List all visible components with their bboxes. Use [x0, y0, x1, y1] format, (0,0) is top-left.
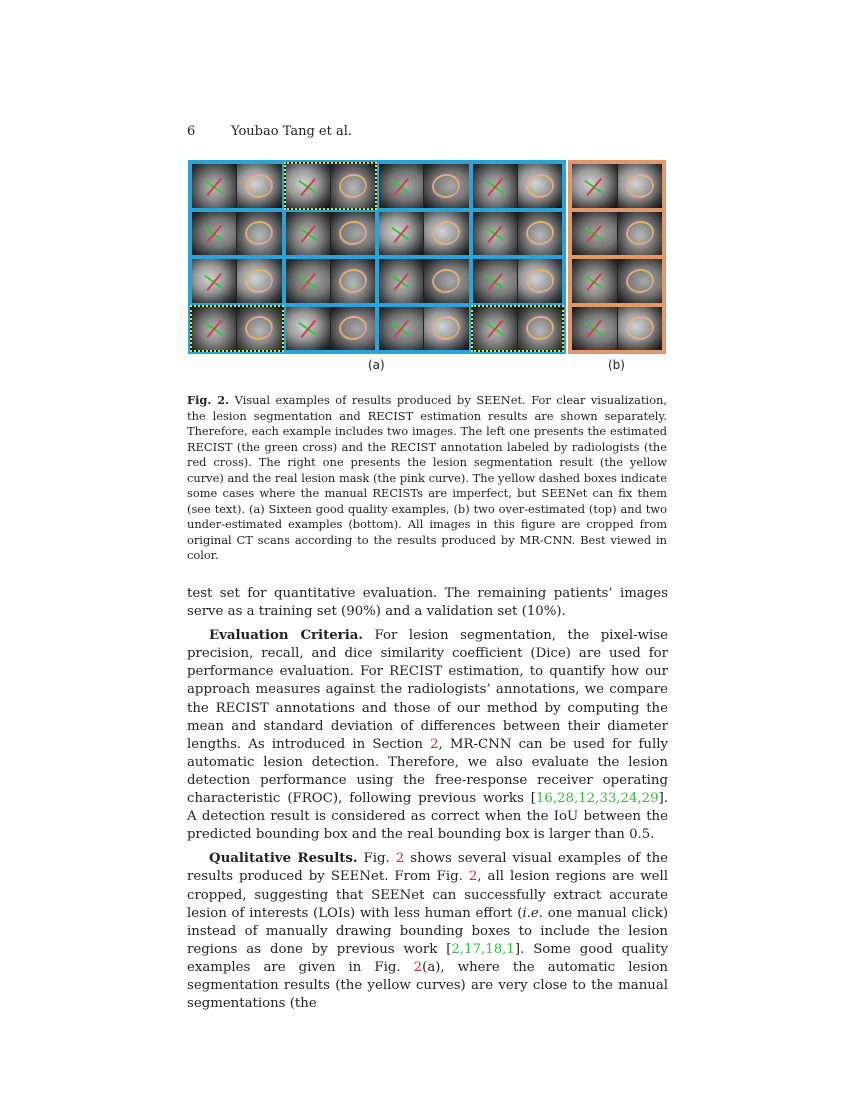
ct-segmentation-image [518, 164, 562, 208]
ct-segmentation-image [424, 212, 468, 256]
example-a-7 [377, 210, 471, 258]
example-b-3 [570, 257, 664, 305]
ct-recist-image [286, 307, 331, 351]
running-head [187, 124, 352, 139]
ct-recist-image [192, 259, 237, 303]
figure-link[interactable]: 2 [468, 869, 478, 885]
ct-segmentation-image [424, 307, 468, 351]
page-number: 6 [187, 124, 196, 139]
citation-links[interactable]: 2,17,18,1 [451, 941, 515, 957]
example-a-10 [284, 257, 378, 305]
example-a-3 [377, 162, 471, 210]
ct-segmentation-image [518, 307, 562, 351]
example-a-13 [190, 305, 284, 353]
ct-recist-image [379, 259, 424, 303]
ct-segmentation-image [618, 259, 663, 303]
ct-recist-image [473, 259, 518, 303]
panel-b-grid [568, 160, 666, 354]
section-link[interactable]: 2 [430, 736, 439, 752]
ct-recist-image [286, 164, 331, 208]
example-a-1 [190, 162, 284, 210]
example-a-14 [284, 305, 378, 353]
ct-recist-image [572, 212, 618, 256]
ct-recist-image [473, 164, 518, 208]
body-text [187, 585, 668, 1013]
caption-text: Visual examples of results produced by SEENet. For clear visualization, the lesion segmentation and RECIST estimation results are shown separately. Therefore, each example includes two images. The left one presents the estimated RECIST (the green cross) and the RECIST annotation labeled by radiologists (the red cross). The right one presents the lesion segmentation result (the yellow curve) and the real lesion mask (the pink curve). The yellow dashed boxes indicate some cases where the manual RECISTs are imperfect, but SEENet can fix them (see text). (a) Sixteen good quality examples, (b) two over-estimated (top) and two under-estimated examples (bottom). All images in this figure are cropped from original CT scans according to the results produced by MR-CNN. Best viewed in color. [187, 393, 668, 562]
ct-segmentation-image [237, 259, 281, 303]
ct-recist-image [192, 307, 237, 351]
ct-recist-image [192, 212, 237, 256]
ct-segmentation-image [331, 164, 375, 208]
ct-segmentation-image [331, 259, 375, 303]
example-a-9 [190, 257, 284, 305]
ct-recist-image [572, 259, 618, 303]
section-heading: Evaluation Criteria. [209, 628, 363, 644]
example-a-16 [471, 305, 565, 353]
ct-recist-image [379, 212, 424, 256]
ct-recist-image [286, 259, 331, 303]
paragraph-evaluation-criteria: Evaluation Criteria. For lesion segmentation, the pixel-wise precision, recall, and dice similarity coefficient (Dice) are used for performance evaluation. For RECIST estimation, to quantify how our approach measures against the radiologists’ annotations, we compare the RECIST annotations and those of our method by computing the mean and standard deviation of differences between their diameter lengths. As introduced in Section 2, MR-CNN can be used for fully automatic lesion detection. Therefore, we also evaluate the lesion detection performance using the free-response receiver operating characteristic (FROC), following previous works [16,28,12,33,24,29]. A detection result is considered as correct when the IoU between the predicted bounding box and the real bounding box is larger than 0.5. [187, 628, 669, 843]
paragraph-1: test set for quantitative evaluation. The remaining patients’ images serve as a training set (90%) and a validation set (10%). [187, 586, 668, 620]
panel-b-label: (b) [608, 358, 625, 372]
example-a-15 [377, 305, 471, 353]
ct-recist-image [473, 307, 518, 351]
ct-recist-image [473, 212, 518, 256]
citation-links[interactable]: 16,28,12,33,24,29 [535, 791, 659, 807]
ct-recist-image [379, 307, 424, 351]
ct-segmentation-image [331, 212, 375, 256]
ct-recist-image [572, 307, 618, 351]
ct-segmentation-image [518, 212, 562, 256]
figure-caption [187, 393, 667, 564]
ct-recist-image [572, 164, 618, 208]
ct-recist-image [192, 164, 237, 208]
example-a-4 [471, 162, 565, 210]
panel-a-grid [188, 160, 566, 354]
example-b-2 [570, 210, 664, 258]
ct-segmentation-image [618, 307, 663, 351]
ct-segmentation-image [618, 164, 663, 208]
example-b-1 [570, 162, 664, 210]
ct-segmentation-image [237, 212, 281, 256]
ct-segmentation-image [237, 307, 281, 351]
ct-segmentation-image [618, 212, 663, 256]
example-a-5 [190, 210, 284, 258]
example-a-8 [471, 210, 565, 258]
running-authors: Youbao Tang et al. [231, 124, 353, 139]
ct-segmentation-image [331, 307, 375, 351]
panel-a-label: (a) [368, 358, 385, 372]
example-a-12 [471, 257, 565, 305]
ct-recist-image [286, 212, 331, 256]
example-a-11 [377, 257, 471, 305]
ct-segmentation-image [518, 259, 562, 303]
figure-link[interactable]: 2 [395, 851, 405, 867]
section-heading: Qualitative Results. [209, 851, 358, 867]
caption-label: Fig. 2. [187, 393, 230, 407]
figure-link[interactable]: 2 [413, 959, 423, 975]
ct-segmentation-image [237, 164, 281, 208]
ct-segmentation-image [424, 164, 468, 208]
figure-2 [188, 160, 666, 372]
paragraph-qualitative-results: Qualitative Results. Fig. 2 shows several visual examples of the results produced by SEENet. From Fig. 2, all lesion regions are well cropped, suggesting that SEENet can successfully extract accurate lesion of interests (LOIs) with less human effort (i.e. one manual click) instead of manually drawing bounding boxes to include the lesion regions as done by previous work [2,17,18,1]. Some good quality examples are given in Fig. 2(a), where the automatic lesion segmentation results (the yellow curves) are very close to the manual segmentations (the [187, 851, 669, 1012]
ct-recist-image [379, 164, 424, 208]
ct-segmentation-image [424, 259, 468, 303]
example-b-4 [570, 305, 664, 353]
example-a-2 [284, 162, 378, 210]
example-a-6 [284, 210, 378, 258]
